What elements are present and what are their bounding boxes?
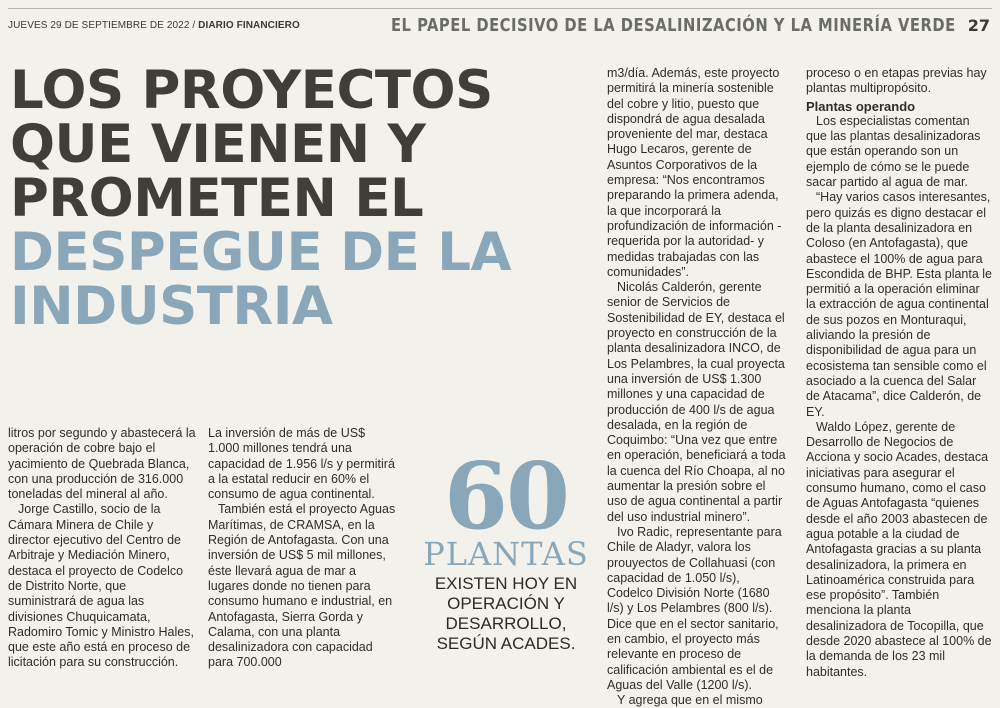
paragraph: Los especialistas comentan que las plantas desalinizadoras que están operando son un ejemplo de cómo se le puede sacar partido al agua de mar. [806, 113, 981, 190]
pull-quote-number: 60 [443, 442, 569, 550]
section-title: EL PAPEL DECISIVO DE LA DESALINIZACIÓN Y LA MINERÍA VERDE [391, 15, 956, 36]
paragraph: Waldo López, gerente de Desarrollo de Negocios de Acciona y socio Acades, destaca iniciativas para asegurar el consumo humano, como el caso de Aguas Antofagasta “quienes desde el año 2003 abastecen de agua potable a la ciudad de Antofagasta gracias a su planta desalinizadora, la primera en Latinoamérica construida para ese propósito”. También menciona la planta desalinizadora de Tocopilla, que desde 2020 abastece al 100% de la demanda de los 23 mil habitantes. [806, 419, 992, 679]
article-column-1 [8, 426, 196, 671]
article-column-3 [607, 66, 789, 708]
subheading: Plantas operando [806, 98, 916, 114]
paragraph: “Hay varios casos interesantes, pero quizás es digno destacar el de la planta desalinizadora en Coloso (en Antofagasta), que abastece el 100% de agua para Escondida de BHP. Esta planta le permitió a la operación eliminar la extracción de agua continental de sus pozos en Monturaqui, aliviando la presión de disponibilidad de agua para un ecosistema tan sensible como el asociado a la cuenca del Salar de Atacama”, dice Calderón, de EY. [806, 190, 993, 419]
headline-line-1: LOS PROYECTOS [10, 60, 493, 121]
page-number: 27 [967, 16, 990, 35]
header-date: JUEVES 29 DE SEPTIEMBRE DE 2022 / [8, 20, 196, 31]
paragraph: Y agrega que en el mismo [617, 693, 763, 708]
headline [10, 60, 580, 337]
pull-quote-word: PLANTAS [423, 535, 589, 573]
headline-line-5: INDUSTRIA [10, 276, 333, 337]
pull-quote-text: EXISTEN HOY EN OPERACIÓN Y DESARROLLO, SEGÚN ACADES. [434, 574, 578, 653]
paragraph: También está el proyecto Aguas Marítimas, de CRAMSA, en la Región de Antofagasta. Con una inversión de US$ 5 mil millones, éste llevará agua de mar a lugares donde no tienen para consumo humano e industrial, en Antofagasta, Sierra Gorda y Calama, con una planta desalinizadora con capacidad para 700.000 [208, 502, 396, 670]
header-dateline [8, 20, 300, 31]
paragraph: Nicolás Calderón, gerente senior de Servicios de Sostenibilidad de EY, destaca el proyecto en construcción de la planta desalinizadora INCO, de Los Pelambres, la cual proyecta una inversión de US$ 1.300 millones y una capacidad de producción de 400 l/s de agua desalada, en la región de Coquimbo: “Una vez que entre en operación, beneficiará a toda la cuenca del Río Choapa, al no aumentar la presión sobre el uso de agua continental a partir del uso industrial minero”. [607, 280, 786, 524]
header-rule [8, 8, 992, 9]
paragraph: La inversión de más de US$ 1.000 millones tendrá una capacidad de 1.956 l/s y permitirá a la estatal reducir en 60% el consumo de agua continental. [208, 426, 395, 502]
header-paper: DIARIO FINANCIERO [198, 20, 300, 31]
paragraph: Ivo Radic, representante para Chile de Aladyr, valora los prouyectos de Collahuasi (con capacidad de 1.050 l/s), Codelco División Norte (1680 l/s) y Los Pelambres (800 l/s). Dice que en el sector sanitario, en cambio, el proyecto más relevante en proceso de calificación ambiental es el de Aguas del Valle (1200 l/s). [607, 524, 782, 692]
headline-line-2: QUE VIENEN Y [10, 114, 426, 175]
paragraph: Jorge Castillo, socio de la Cámara Minera de Chile y director ejecutivo del Centro de Arbitraje y Mediación Minero, destaca el proyecto de Codelco de Distrito Norte, que suministrará de agua las divisiones Chuquicamata, Radomiro Tomic y Ministro Hales, que este año está en proceso de licitación para su construcción. [8, 502, 194, 670]
paragraph: proceso o en etapas previas hay plantas multipropósito. [806, 66, 987, 96]
page-header [0, 0, 1000, 40]
paragraph: litros por segundo y abastecerá la operación de cobre bajo el yacimiento de Quebrada Blanca, con una producción de 316.000 toneladas del mineral al año. [8, 426, 196, 502]
headline-line-3: PROMETEN EL [10, 168, 424, 229]
article-column-2 [208, 426, 398, 671]
article-column-4 [806, 66, 992, 680]
headline-line-4: DESPEGUE DE LA [10, 222, 512, 283]
paragraph: m3/día. Además, este proyecto permitirá la minería sostenible del cobre y litio, puesto que dispondrá de agua desalada proveniente del mar, destaca Hugo Lecaros, gerente de Asuntos Corporativos de la empresa: “Nos encontramos preparando la primera adenda, la que incorporará la profundización de información -requerida por la autoridad- y medidas trabajadas con las comunidades”. [607, 66, 782, 279]
pull-quote [420, 442, 592, 654]
